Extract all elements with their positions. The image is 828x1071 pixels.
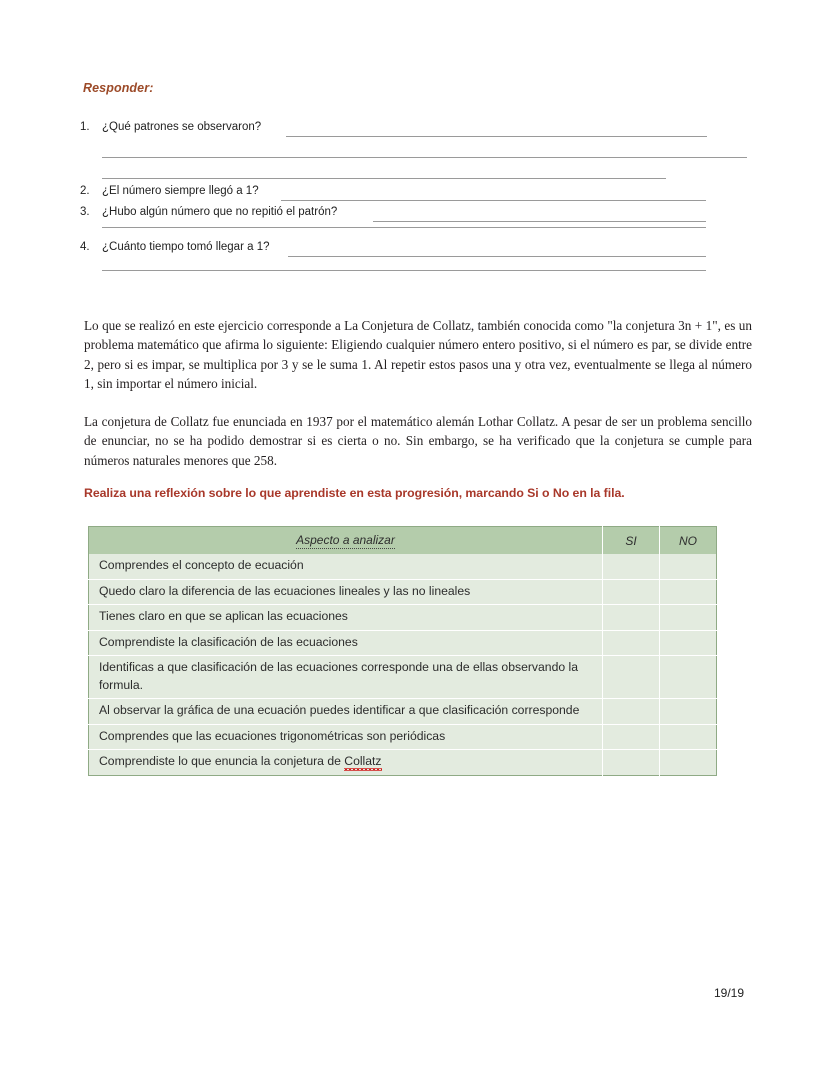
no-checkbox-cell[interactable]	[660, 554, 717, 579]
table-header-row	[89, 527, 717, 555]
column-header-aspect-label: Aspecto a analizar	[296, 532, 395, 547]
no-checkbox-cell[interactable]	[660, 699, 717, 725]
yes-checkbox-cell[interactable]	[603, 579, 660, 605]
no-checkbox-cell[interactable]	[660, 579, 717, 605]
spellcheck-underlined-word: Collatz	[344, 754, 381, 773]
collatz-description-paragraph: Lo que se realizó en este ejercicio corresponde a La Conjetura de Collatz, también conocida como "la conjetura 3n + 1", es un problema matemático que afirma lo siguiente: Eligiendo cualquier número entero positivo, si el número es par, se divide entre 2, pero si es impar, se multiplica por 3 y se le suma 1. Al repetir estos pasos una y otra vez, eventualmente se llega al número 1, sin importar el número inicial.	[84, 318, 752, 392]
column-header-no: NO	[660, 527, 717, 555]
responder-heading: Responder:	[83, 81, 154, 95]
answer-rule-2a[interactable]	[281, 200, 706, 201]
answer-rule-3b[interactable]	[102, 227, 706, 228]
column-header-yes: SI	[603, 527, 660, 555]
answer-rule-1c[interactable]	[102, 178, 666, 179]
table-row	[89, 750, 717, 776]
aspect-cell: Quedo claro la diferencia de las ecuaciones lineales y las no lineales	[89, 579, 603, 605]
aspect-cell: Comprendiste la clasificación de las ecuaciones	[89, 630, 603, 656]
yes-checkbox-cell[interactable]	[603, 699, 660, 725]
table-row	[89, 699, 717, 725]
question-number-2: 2.	[80, 185, 90, 197]
aspect-cell: Al observar la gráfica de una ecuación puedes identificar a que clasificación corresponde	[89, 699, 603, 725]
no-checkbox-cell[interactable]	[660, 656, 717, 699]
no-checkbox-cell[interactable]	[660, 750, 717, 776]
question-text-4: ¿Cuánto tiempo tomó llegar a 1?	[102, 241, 270, 253]
table-row	[89, 630, 717, 656]
table-row	[89, 724, 717, 750]
question-item-1	[80, 121, 760, 142]
aspect-cell-with-spellcheck	[89, 750, 603, 776]
yes-checkbox-cell[interactable]	[603, 630, 660, 656]
aspect-cell: Tienes claro en que se aplican las ecuaciones	[89, 605, 603, 631]
table-row	[89, 579, 717, 605]
table-header	[89, 527, 717, 555]
answer-rule-4a[interactable]	[288, 256, 706, 257]
reflection-table	[88, 526, 717, 776]
yes-checkbox-cell[interactable]	[603, 750, 660, 776]
no-checkbox-cell[interactable]	[660, 605, 717, 631]
answer-rule-3a[interactable]	[373, 221, 706, 222]
question-number-4: 4.	[80, 241, 90, 253]
yes-checkbox-cell[interactable]	[603, 554, 660, 579]
question-number-3: 3.	[80, 206, 90, 218]
table-row	[89, 554, 717, 579]
aspect-text-prefix: Comprendiste lo que enuncia la conjetura de	[99, 754, 345, 768]
yes-checkbox-cell[interactable]	[603, 724, 660, 750]
question-text-1: ¿Qué patrones se observaron?	[102, 121, 262, 133]
page-number: 19/19	[714, 986, 745, 1000]
answer-rule-1a[interactable]	[286, 136, 707, 137]
no-checkbox-cell[interactable]	[660, 630, 717, 656]
yes-checkbox-cell[interactable]	[603, 656, 660, 699]
question-number-1: 1.	[80, 121, 90, 133]
question-item-2	[80, 185, 760, 206]
table-row	[89, 605, 717, 631]
table-body	[89, 554, 717, 775]
answer-rule-1b[interactable]	[102, 157, 747, 158]
answer-rule-4b[interactable]	[102, 270, 706, 271]
column-header-aspect	[89, 527, 603, 555]
yes-checkbox-cell[interactable]	[603, 605, 660, 631]
question-text-2: ¿El número siempre llegó a 1?	[102, 185, 259, 197]
aspect-cell: Comprendes que las ecuaciones trigonométricas son periódicas	[89, 724, 603, 750]
collatz-history-paragraph: La conjetura de Collatz fue enunciada en 1937 por el matemático alemán Lothar Collatz. A pesar de ser un problema sencillo de enunciar, no se ha podido demostrar si es cierta o no. Sin embargo, se ha verificado que la conjetura se cumple para números naturales menores que 258.	[84, 414, 752, 468]
aspect-cell: Identificas a que clasificación de las ecuaciones corresponde una de ellas observando la formula.	[89, 656, 603, 699]
no-checkbox-cell[interactable]	[660, 724, 717, 750]
aspect-cell: Comprendes el concepto de ecuación	[89, 554, 603, 579]
table-row	[89, 656, 717, 699]
question-text-3: ¿Hubo algún número que no repitió el patrón?	[102, 206, 338, 218]
question-item-4	[80, 241, 760, 262]
question-item-3	[80, 206, 760, 227]
reflection-instruction: Realiza una reflexión sobre lo que aprendiste en esta progresión, marcando Si o No en la fila.	[84, 486, 625, 500]
